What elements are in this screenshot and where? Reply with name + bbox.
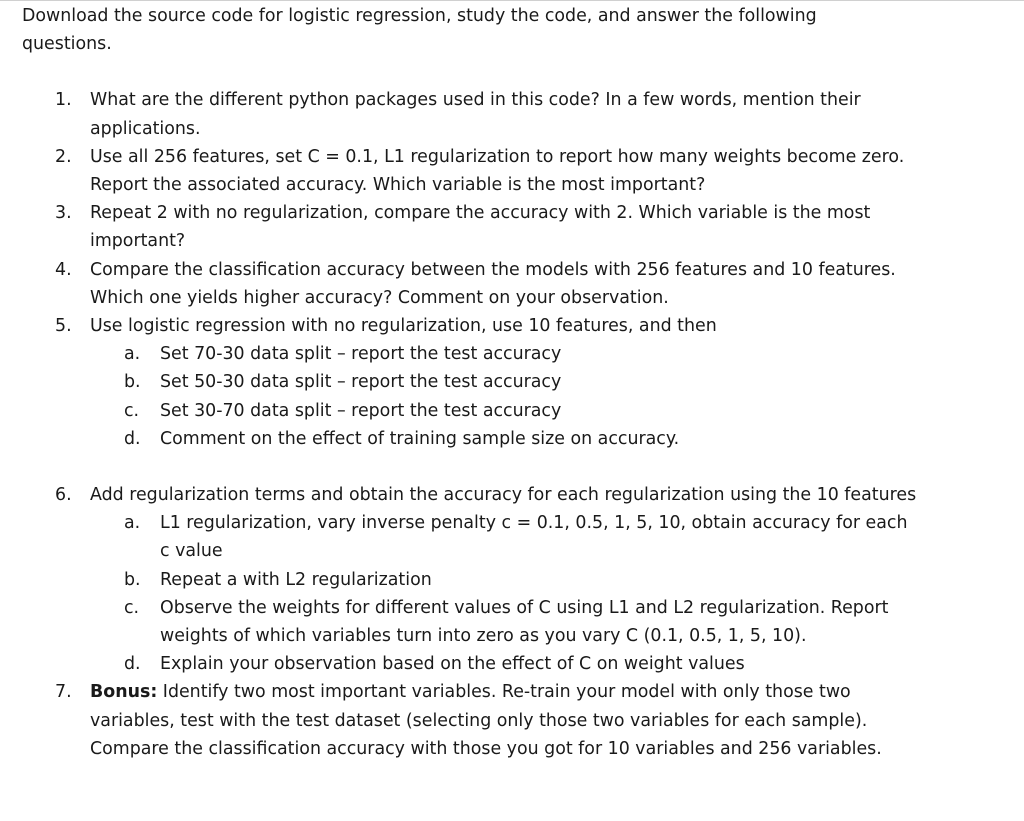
intro-paragraph: Download the source code for logistic regression, study the code, and answer the following questions. [22, 6, 817, 55]
subquestion-text: Explain your observation based on the effect of C on weight values [160, 654, 745, 675]
subquestion-text: Set 50-30 data split – report the test accuracy [160, 372, 562, 393]
question-number: 6. [55, 485, 72, 506]
subquestion-letter: d. [124, 428, 141, 449]
subquestion-text: Observe the weights for different values of C using L1 and L2 regularization. Report weights of which variables turn into zero as you vary C (0.1, 0.5, 1, 5, 10). [160, 597, 889, 647]
subquestion-6c [90, 594, 920, 650]
subquestion-letter: b. [124, 569, 141, 590]
subquestion-list [90, 509, 920, 678]
subquestion-letter: b. [124, 372, 141, 393]
question-number: 2. [55, 146, 72, 167]
question-4 [22, 256, 920, 312]
question-text: Use logistic regression with no regularization, use 10 features, and then [90, 316, 717, 337]
subquestion-letter: d. [124, 654, 141, 675]
question-text: Compare the classification accuracy between the models with 256 features and 10 features. Which one yields higher accuracy? Comment on your observation. [90, 259, 896, 308]
subquestion-text: L1 regularization, vary inverse penalty c = 0.1, 0.5, 1, 5, 10, obtain accuracy for each c value [160, 513, 908, 562]
question-2 [22, 143, 920, 199]
subquestion-letter: c. [124, 400, 140, 421]
question-6 [22, 481, 920, 678]
subquestion-text: Comment on the effect of training sample size on accuracy. [160, 428, 680, 449]
subquestion-letter: a. [124, 344, 141, 365]
subquestion-text: Set 30-70 data split – report the test accuracy [160, 400, 562, 421]
document [22, 2, 1012, 763]
question-number: 7. [55, 682, 72, 703]
subquestion-text: Set 70-30 data split – report the test accuracy [160, 344, 562, 365]
subquestion-5b [90, 368, 920, 396]
subquestion-6d [90, 650, 920, 678]
question-number: 1. [55, 90, 72, 111]
subquestion-letter: c. [124, 597, 140, 618]
subquestion-6b [90, 566, 920, 594]
top-border [0, 0, 1024, 1]
question-text: Use all 256 features, set C = 0.1, L1 regularization to report how many weights become zero. Report the associated accuracy. Which variable is the most important? [90, 146, 905, 196]
question-3 [22, 199, 920, 255]
subquestion-5a [90, 340, 920, 368]
question-text: Identify two most important variables. Re-train your model with only those two variables, test with the test dataset (selecting only those two variables for each sample). Compare the classification accuracy with those you got for 10 variables and 256 variables. [90, 682, 882, 759]
subquestion-5d [90, 425, 920, 453]
subquestion-letter: a. [124, 513, 141, 534]
question-number: 5. [55, 316, 72, 337]
bonus-label: Bonus: [90, 682, 158, 703]
question-text: What are the different python packages used in this code? In a few words, mention their applications. [90, 90, 861, 139]
question-number: 3. [55, 203, 72, 224]
question-number: 4. [55, 259, 72, 280]
subquestion-list [90, 340, 920, 453]
question-list [22, 86, 1012, 763]
subquestion-text: Repeat a with L2 regularization [160, 569, 432, 590]
question-5 [22, 312, 920, 453]
question-7 [22, 678, 920, 763]
subquestion-6a [90, 509, 920, 565]
question-1 [22, 86, 920, 142]
question-text: Add regularization terms and obtain the accuracy for each regularization using the 10 features [90, 485, 917, 506]
subquestion-5c [90, 397, 920, 425]
question-text: Repeat 2 with no regularization, compare the accuracy with 2. Which variable is the most important? [90, 203, 871, 252]
